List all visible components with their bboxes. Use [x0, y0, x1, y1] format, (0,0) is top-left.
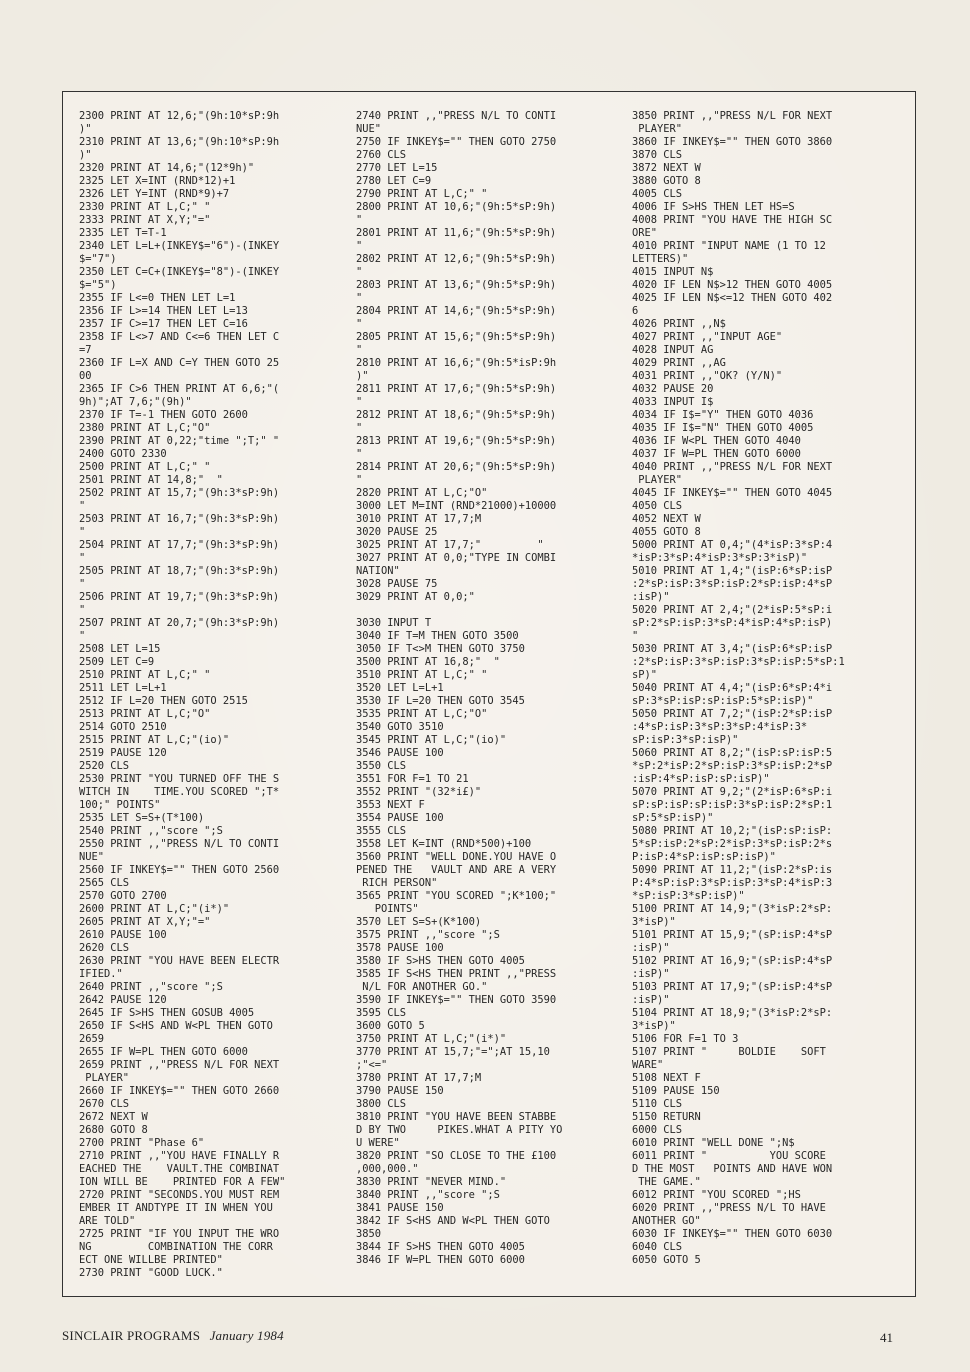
code-line: 5030 PRINT AT 3,4;"(isP:6*sP:isP	[632, 643, 833, 655]
issue-date: January 1984	[209, 1328, 284, 1343]
code-line: 2812 PRINT AT 18,6;"(9h:5*sP:9h)	[356, 409, 557, 421]
listing-column-1	[79, 110, 347, 1280]
code-line: 6040 CLS	[632, 1241, 683, 1253]
code-line: 4027 PRINT ,,"INPUT AGE"	[632, 331, 783, 343]
code-line: PLAYER"	[79, 1072, 130, 1084]
code-line: 2530 PRINT "YOU TURNED OFF THE S	[79, 773, 280, 785]
program-listing-box	[62, 91, 916, 1297]
code-line: 2645 IF S>HS THEN GOSUB 4005	[79, 1007, 255, 1019]
code-line: 2325 LET X=INT (RND*12)+1	[79, 175, 236, 187]
code-line: 5108 NEXT F	[632, 1072, 701, 1084]
code-line: 3510 PRINT AT L,C;" "	[356, 669, 488, 681]
code-line: 6	[632, 305, 639, 317]
code-line: 2333 PRINT AT X,Y;"="	[79, 214, 211, 226]
code-line: 2508 LET L=15	[79, 643, 161, 655]
code-line: ORE"	[632, 227, 658, 239]
code-line: :2*sP:isP:3*sP:isP:3*sP:isP:5*sP:1	[632, 656, 845, 668]
code-line: 3552 PRINT "(32*i£)"	[356, 786, 482, 798]
code-line: 3*isP)"	[632, 1020, 676, 1032]
magazine-title: SINCLAIR PROGRAMS	[62, 1328, 201, 1343]
code-line: 4028 INPUT AG	[632, 344, 714, 356]
code-line: 2660 IF INKEY$="" THEN GOTO 2660	[79, 1085, 280, 1097]
code-line: 2801 PRINT AT 11,6;"(9h:5*sP:9h)	[356, 227, 557, 239]
code-line: 2800 PRINT AT 10,6;"(9h:5*sP:9h)	[356, 201, 557, 213]
code-line: 2790 PRINT AT L,C;" "	[356, 188, 488, 200]
code-line: 4032 PAUSE 20	[632, 383, 714, 395]
code-line: 3000 LET M=INT (RND*21000)+10000	[356, 500, 557, 512]
code-line: 3565 PRINT "YOU SCORED ";K*100;"	[356, 890, 557, 902]
code-line: :4*sP:isP:3*sP:3*sP:4*isP:3*	[632, 721, 808, 733]
code-line: 4006 IF S>HS THEN LET HS=S	[632, 201, 795, 213]
code-line: $="7")	[79, 253, 117, 265]
code-line: 2760 CLS	[356, 149, 407, 161]
code-line: 3780 PRINT AT 17,7;M	[356, 1072, 482, 1084]
code-line: )"	[79, 123, 92, 135]
code-line: 3555 CLS	[356, 825, 407, 837]
code-line: sP:5*sP:isP)"	[632, 812, 714, 824]
code-line: 2680 GOTO 8	[79, 1124, 148, 1136]
code-line: 2505 PRINT AT 18,7;"(9h:3*sP:9h)	[79, 565, 280, 577]
code-line: 2605 PRINT AT X,Y;"="	[79, 916, 211, 928]
code-line: 3850	[356, 1228, 382, 1240]
code-line: 5020 PRINT AT 2,4;"(2*isP:5*sP:i	[632, 604, 833, 616]
code-line	[356, 604, 628, 617]
code-line: 3840 PRINT ,,"score ";S	[356, 1189, 500, 1201]
code-line: 3841 PAUSE 150	[356, 1202, 444, 1214]
code-line: 2370 IF T=-1 THEN GOTO 2600	[79, 409, 248, 421]
code-line: 3860 IF INKEY$="" THEN GOTO 3860	[632, 136, 833, 148]
code-line: 2340 LET L=L+(INKEY$="6")-(INKEY	[79, 240, 280, 252]
code-line: 2360 IF L=X AND C=Y THEN GOTO 25	[79, 357, 280, 369]
code-line: P:isP:4*sP:isP:sP:isP)"	[632, 851, 776, 863]
code-line: 2600 PRINT AT L,C;"(i*)"	[79, 903, 230, 915]
code-line: 2519 PAUSE 120	[79, 747, 167, 759]
code-line: EMBER IT ANDTYPE IT IN WHEN YOU	[79, 1202, 273, 1214]
code-line: 2804 PRINT AT 14,6;"(9h:5*sP:9h)	[356, 305, 557, 317]
code-line: 6000 CLS	[632, 1124, 683, 1136]
code-line: )"	[79, 149, 92, 161]
code-line: 4005 CLS	[632, 188, 683, 200]
code-line: 6012 PRINT "YOU SCORED ";HS	[632, 1189, 801, 1201]
code-line: IFIED."	[79, 968, 123, 980]
code-line: 3520 LET L=L+1	[356, 682, 444, 694]
code-line: 2520 CLS	[79, 760, 130, 772]
code-line: 2810 PRINT AT 16,6;"(9h:5*isP:9h	[356, 357, 557, 369]
code-line: 5090 PRINT AT 11,2;"(isP:2*sP:is	[632, 864, 833, 876]
code-line: 2512 IF L=20 THEN GOTO 2515	[79, 695, 248, 707]
code-line: :isP:4*sP:isP:sP:isP)"	[632, 773, 770, 785]
code-line: 3*isP)"	[632, 916, 676, 928]
code-line: 3770 PRINT AT 15,7;"=";AT 15,10	[356, 1046, 550, 1058]
code-line: 2610 PAUSE 100	[79, 929, 167, 941]
code-line: 3800 CLS	[356, 1098, 407, 1110]
code-line: :isP)"	[632, 942, 670, 954]
code-line: 4050 CLS	[632, 500, 683, 512]
code-line: :isP)"	[632, 591, 670, 603]
code-line: 4025 IF LEN N$<=12 THEN GOTO 402	[632, 292, 833, 304]
code-line: N/L FOR ANOTHER GO."	[356, 981, 488, 993]
code-line: ARE TOLD"	[79, 1215, 136, 1227]
code-line: 3027 PRINT AT 0,0;"TYPE IN COMBI	[356, 552, 557, 564]
code-line: 5*sP:isP:2*sP:2*isP:3*sP:isP:2*s	[632, 838, 833, 850]
code-line: 2802 PRINT AT 12,6;"(9h:5*sP:9h)	[356, 253, 557, 265]
code-line: 2390 PRINT AT 0,22;"time ";T;" "	[79, 435, 280, 447]
code-line: 3820 PRINT "SO CLOSE TO THE £100	[356, 1150, 557, 1162]
code-line: 2720 PRINT "SECONDS.YOU MUST REM	[79, 1189, 280, 1201]
code-line: 5109 PAUSE 150	[632, 1085, 720, 1097]
code-line: "	[79, 630, 86, 642]
code-line: 3846 IF W=PL THEN GOTO 6000	[356, 1254, 525, 1266]
code-line: POINTS"	[356, 903, 419, 915]
code-line: 2730 PRINT "GOOD LUCK."	[79, 1267, 223, 1279]
code-line: 3870 CLS	[632, 149, 683, 161]
code-line: 5101 PRINT AT 15,9;"(sP:isP:4*sP	[632, 929, 833, 941]
code-line: :isP)"	[632, 994, 670, 1006]
code-line: 4052 NEXT W	[632, 513, 701, 525]
code-line: 2820 PRINT AT L,C;"O"	[356, 487, 488, 499]
code-line: 2506 PRINT AT 19,7;"(9h:3*sP:9h)	[79, 591, 280, 603]
code-line: 2540 PRINT ,,"score ";S	[79, 825, 223, 837]
code-line: 3844 IF S>HS THEN GOTO 4005	[356, 1241, 525, 1253]
code-line: "	[356, 318, 363, 330]
code-line: 4055 GOTO 8	[632, 526, 701, 538]
code-line: 4031 PRINT ,,"OK? (Y/N)"	[632, 370, 783, 382]
code-line: 2659 PRINT ,,"PRESS N/L FOR NEXT	[79, 1059, 280, 1071]
code-line: 2356 IF L>=14 THEN LET L=13	[79, 305, 248, 317]
code-line: 6011 PRINT " YOU SCORE	[632, 1150, 826, 1162]
code-line: 4029 PRINT ,,AG	[632, 357, 726, 369]
code-line: 4037 IF W=PL THEN GOTO 6000	[632, 448, 801, 460]
page-number: 41	[880, 1330, 893, 1345]
code-line: 2655 IF W=PL THEN GOTO 6000	[79, 1046, 248, 1058]
code-line: 3554 PAUSE 100	[356, 812, 444, 824]
code-line: 5107 PRINT " BOLDIE SOFT	[632, 1046, 826, 1058]
code-line: 2501 PRINT AT 14,8;" "	[79, 474, 223, 486]
code-line: 2565 CLS	[79, 877, 130, 889]
code-line: 3600 GOTO 5	[356, 1020, 425, 1032]
code-line: PLAYER"	[632, 123, 683, 135]
code-line: 4015 INPUT N$	[632, 266, 714, 278]
code-line: 2380 PRINT AT L,C;"O"	[79, 422, 211, 434]
code-line: 2350 LET C=C+(INKEY$="8")-(INKEY	[79, 266, 280, 278]
code-line: "	[79, 604, 86, 616]
code-line: 5080 PRINT AT 10,2;"(isP:sP:isP:	[632, 825, 833, 837]
code-line: 2780 LET C=9	[356, 175, 432, 187]
code-line: 2507 PRINT AT 20,7;"(9h:3*sP:9h)	[79, 617, 280, 629]
code-line: 2803 PRINT AT 13,6;"(9h:5*sP:9h)	[356, 279, 557, 291]
code-line: "	[632, 630, 639, 642]
code-line: 3590 IF INKEY$="" THEN GOTO 3590	[356, 994, 557, 1006]
code-line: 5010 PRINT AT 1,4;"(isP:6*sP:isP	[632, 565, 833, 577]
code-line: "	[79, 500, 86, 512]
code-line: 2326 LET Y=INT (RND*9)+7	[79, 188, 230, 200]
code-line: 2320 PRINT AT 14,6;"(12*9h)"	[79, 162, 255, 174]
code-line: 3540 GOTO 3510	[356, 721, 444, 733]
code-line: 3010 PRINT AT 17,7;M	[356, 513, 482, 525]
code-line: 2514 GOTO 2510	[79, 721, 167, 733]
footer-magazine-info	[62, 1328, 284, 1344]
code-line: 2642 PAUSE 120	[79, 994, 167, 1006]
code-line: "	[356, 292, 363, 304]
code-line: "	[356, 448, 363, 460]
code-line: "	[356, 422, 363, 434]
code-line: D BY TWO PIKES.WHAT A PITY YO	[356, 1124, 563, 1136]
code-line: 2750 IF INKEY$="" THEN GOTO 2750	[356, 136, 557, 148]
code-line: "	[356, 396, 363, 408]
code-line: 4040 PRINT ,,"PRESS N/L FOR NEXT	[632, 461, 833, 473]
code-line: 3030 INPUT T	[356, 617, 432, 629]
code-line: $="5")	[79, 279, 117, 291]
code-line: NUE"	[79, 851, 105, 863]
code-line: 3025 PRINT AT 17,7;" "	[356, 539, 544, 551]
code-line: 3750 PRINT AT L,C;"(i*)"	[356, 1033, 507, 1045]
code-line: 2502 PRINT AT 15,7;"(9h:3*sP:9h)	[79, 487, 280, 499]
code-line: 5110 CLS	[632, 1098, 683, 1110]
code-line: 2357 IF C>=17 THEN LET C=16	[79, 318, 248, 330]
code-line: 3578 PAUSE 100	[356, 942, 444, 954]
code-line: 3580 IF S>HS THEN GOTO 4005	[356, 955, 525, 967]
code-line: 2710 PRINT ,,"YOU HAVE FINALLY R	[79, 1150, 280, 1162]
code-line: :2*sP:isP:3*sP:isP:2*sP:isP:4*sP	[632, 578, 833, 590]
code-line: ANOTHER GO"	[632, 1215, 701, 1227]
code-line: 2630 PRINT "YOU HAVE BEEN ELECTR	[79, 955, 280, 967]
code-line: 5000 PRINT AT 0,4;"(4*isP:3*sP:4	[632, 539, 833, 551]
code-line: LETTERS)"	[632, 253, 689, 265]
code-line: 3050 IF T<>M THEN GOTO 3750	[356, 643, 525, 655]
code-line: 3842 IF S<HS AND W<PL THEN GOTO	[356, 1215, 550, 1227]
code-line: NATION"	[356, 565, 400, 577]
code-line: 3028 PAUSE 75	[356, 578, 438, 590]
code-line: 3880 GOTO 8	[632, 175, 701, 187]
code-line: 00	[79, 370, 92, 382]
code-line: :isP)"	[632, 968, 670, 980]
code-line: 2640 PRINT ,,"score ";S	[79, 981, 223, 993]
code-line: 2335 LET T=T-1	[79, 227, 167, 239]
code-line: 2500 PRINT AT L,C;" "	[79, 461, 211, 473]
code-line: 2672 NEXT W	[79, 1111, 148, 1123]
code-line: P:4*sP:isP:3*sP:isP:3*sP:4*isP:3	[632, 877, 833, 889]
code-line: "	[79, 578, 86, 590]
code-line: 5106 FOR F=1 TO 3	[632, 1033, 739, 1045]
code-line: 3040 IF T=M THEN GOTO 3500	[356, 630, 519, 642]
code-line: 2740 PRINT ,,"PRESS N/L TO CONTI	[356, 110, 557, 122]
code-line: *sP:isP:3*sP:isP)"	[632, 890, 745, 902]
code-line: 5104 PRINT AT 18,9;"(3*isP:2*sP:	[632, 1007, 833, 1019]
code-line: 3551 FOR F=1 TO 21	[356, 773, 469, 785]
code-line: D THE MOST POINTS AND HAVE WON	[632, 1163, 833, 1175]
code-line: 3595 CLS	[356, 1007, 407, 1019]
code-line: 100;" POINTS"	[79, 799, 161, 811]
code-line: 3029 PRINT AT 0,0;"	[356, 591, 475, 603]
code-line: 2650 IF S<HS AND W<PL THEN GOTO	[79, 1020, 273, 1032]
code-line: sP:3*sP:isP:sP:isP:5*sP:isP)"	[632, 695, 814, 707]
code-line: 2355 IF L<=0 THEN LET L=1	[79, 292, 236, 304]
code-line: 2358 IF L<>7 AND C<=6 THEN LET C	[79, 331, 280, 343]
code-line: sP:2*sP:isP:3*sP:4*isP:4*sP:isP)	[632, 617, 833, 629]
code-line: 5060 PRINT AT 8,2;"(isP:sP:isP:5	[632, 747, 833, 759]
code-line: 3585 IF S<HS THEN PRINT ,,"PRESS	[356, 968, 557, 980]
code-line: 3810 PRINT "YOU HAVE BEEN STABBE	[356, 1111, 557, 1123]
code-line: 6030 IF INKEY$="" THEN GOTO 6030	[632, 1228, 833, 1240]
code-line: 5102 PRINT AT 16,9;"(sP:isP:4*sP	[632, 955, 833, 967]
code-line: 5103 PRINT AT 17,9;"(sP:isP:4*sP	[632, 981, 833, 993]
code-line: 3850 PRINT ,,"PRESS N/L FOR NEXT	[632, 110, 833, 122]
code-line: 2550 PRINT ,,"PRESS N/L TO CONTI	[79, 838, 280, 850]
listing-column-2	[356, 110, 628, 1267]
code-line: ION WILL BE PRINTED FOR A FEW"	[79, 1176, 286, 1188]
code-line: 2560 IF INKEY$="" THEN GOTO 2560	[79, 864, 280, 876]
code-line: EACHED THE VAULT.THE COMBINAT	[79, 1163, 280, 1175]
code-line: 2670 CLS	[79, 1098, 130, 1110]
code-line: NUE"	[356, 123, 382, 135]
code-line: ;"<="	[356, 1059, 388, 1071]
code-line: 3790 PAUSE 150	[356, 1085, 444, 1097]
code-line: 2620 CLS	[79, 942, 130, 954]
code-line: PLAYER"	[632, 474, 683, 486]
code-line: 2510 PRINT AT L,C;" "	[79, 669, 211, 681]
code-line: 2503 PRINT AT 16,7;"(9h:3*sP:9h)	[79, 513, 280, 525]
code-line: 2770 LET L=15	[356, 162, 438, 174]
code-line: "	[356, 474, 363, 486]
code-line: "	[356, 266, 363, 278]
code-line: 2700 PRINT "Phase 6"	[79, 1137, 205, 1149]
code-line: "	[356, 344, 363, 356]
code-line: 2300 PRINT AT 12,6;"(9h:10*sP:9h	[79, 110, 280, 122]
code-line: 5100 PRINT AT 14,9;"(3*isP:2*sP:	[632, 903, 833, 915]
code-line: 2513 PRINT AT L,C;"O"	[79, 708, 211, 720]
code-line: 6020 PRINT ,,"PRESS N/L TO HAVE	[632, 1202, 826, 1214]
code-line: 2805 PRINT AT 15,6;"(9h:5*sP:9h)	[356, 331, 557, 343]
code-line: 3530 IF L=20 THEN GOTO 3545	[356, 695, 525, 707]
code-line: 2365 IF C>6 THEN PRINT AT 6,6;"(	[79, 383, 280, 395]
listing-column-3	[632, 110, 906, 1267]
code-line: sP:isP:3*sP:isP)"	[632, 734, 739, 746]
code-line: 3535 PRINT AT L,C;"O"	[356, 708, 488, 720]
code-line: ,000,000."	[356, 1163, 419, 1175]
code-line: )"	[356, 370, 369, 382]
code-line: 4033 INPUT I$	[632, 396, 714, 408]
code-line: =7	[79, 344, 92, 356]
code-line: 4010 PRINT "INPUT NAME (1 TO 12	[632, 240, 826, 252]
code-line: 4026 PRINT ,,N$	[632, 318, 726, 330]
code-line: 2400 GOTO 2330	[79, 448, 167, 460]
code-line: 2535 LET S=S+(T*100)	[79, 812, 205, 824]
code-line: 2310 PRINT AT 13,6;"(9h:10*sP:9h	[79, 136, 280, 148]
code-line: 6010 PRINT "WELL DONE ";N$	[632, 1137, 795, 1149]
code-line: 2330 PRINT AT L,C;" "	[79, 201, 211, 213]
code-line: 2515 PRINT AT L,C;"(io)"	[79, 734, 230, 746]
code-line: 2725 PRINT "IF YOU INPUT THE WRO	[79, 1228, 280, 1240]
code-line: 5040 PRINT AT 4,4;"(isP:6*sP:4*i	[632, 682, 833, 694]
code-line: WITCH IN TIME.YOU SCORED ";T*	[79, 786, 280, 798]
code-line: 2570 GOTO 2700	[79, 890, 167, 902]
code-line: 3553 NEXT F	[356, 799, 425, 811]
code-line: 5070 PRINT AT 9,2;"(2*isP:6*sP:i	[632, 786, 833, 798]
code-line: 2511 LET L=L+1	[79, 682, 167, 694]
code-line: 2504 PRINT AT 17,7;"(9h:3*sP:9h)	[79, 539, 280, 551]
code-line: "	[79, 526, 86, 538]
code-line: 4020 IF LEN N$>12 THEN GOTO 4005	[632, 279, 833, 291]
code-line: 3546 PAUSE 100	[356, 747, 444, 759]
code-line: 3558 LET K=INT (RND*500)+100	[356, 838, 532, 850]
code-line: 4008 PRINT "YOU HAVE THE HIGH SC	[632, 214, 833, 226]
code-line: 4045 IF INKEY$="" THEN GOTO 4045	[632, 487, 833, 499]
code-line: "	[356, 214, 363, 226]
code-line: 3545 PRINT AT L,C;"(io)"	[356, 734, 507, 746]
code-line: 4035 IF I$="N" THEN GOTO 4005	[632, 422, 814, 434]
code-line: sP:sP:isP:sP:isP:3*sP:isP:2*sP:1	[632, 799, 833, 811]
code-line: 3570 LET S=S+(K*100)	[356, 916, 482, 928]
code-line: 3550 CLS	[356, 760, 407, 772]
code-line: 2813 PRINT AT 19,6;"(9h:5*sP:9h)	[356, 435, 557, 447]
code-line: 2509 LET C=9	[79, 656, 155, 668]
code-line: sP)"	[632, 669, 658, 681]
code-line: 3020 PAUSE 25	[356, 526, 438, 538]
code-line: 5050 PRINT AT 7,2;"(isP:2*sP:isP	[632, 708, 833, 720]
code-line: PENED THE VAULT AND ARE A VERY	[356, 864, 557, 876]
code-line: *sP:2*isP:2*sP:isP:3*sP:isP:2*sP	[632, 760, 833, 772]
code-line: THE GAME."	[632, 1176, 701, 1188]
code-line: 3560 PRINT "WELL DONE.YOU HAVE O	[356, 851, 557, 863]
code-line: NG COMBINATION THE CORR	[79, 1241, 273, 1253]
code-line: 3575 PRINT ,,"score ";S	[356, 929, 500, 941]
code-line: U WERE"	[356, 1137, 400, 1149]
code-line: 3872 NEXT W	[632, 162, 701, 174]
code-line: 2659	[79, 1033, 105, 1045]
code-line: WARE"	[632, 1059, 664, 1071]
code-line: 3500 PRINT AT 16,8;" "	[356, 656, 500, 668]
code-line: ECT ONE WILLBE PRINTED"	[79, 1254, 223, 1266]
code-line: 4036 IF W<PL THEN GOTO 4040	[632, 435, 801, 447]
code-line: 4034 IF I$="Y" THEN GOTO 4036	[632, 409, 814, 421]
code-line: "	[79, 552, 86, 564]
code-line: 9h)";AT 7,6;"(9h)"	[79, 396, 192, 408]
code-line: 2811 PRINT AT 17,6;"(9h:5*sP:9h)	[356, 383, 557, 395]
code-line: "	[356, 240, 363, 252]
code-line: 3830 PRINT "NEVER MIND."	[356, 1176, 507, 1188]
code-line: RICH PERSON"	[356, 877, 438, 889]
code-line: *isP:3*sP:4*isP:3*sP:3*isP)"	[632, 552, 808, 564]
code-line: 6050 GOTO 5	[632, 1254, 701, 1266]
code-line: 5150 RETURN	[632, 1111, 701, 1123]
code-line: 2814 PRINT AT 20,6;"(9h:5*sP:9h)	[356, 461, 557, 473]
